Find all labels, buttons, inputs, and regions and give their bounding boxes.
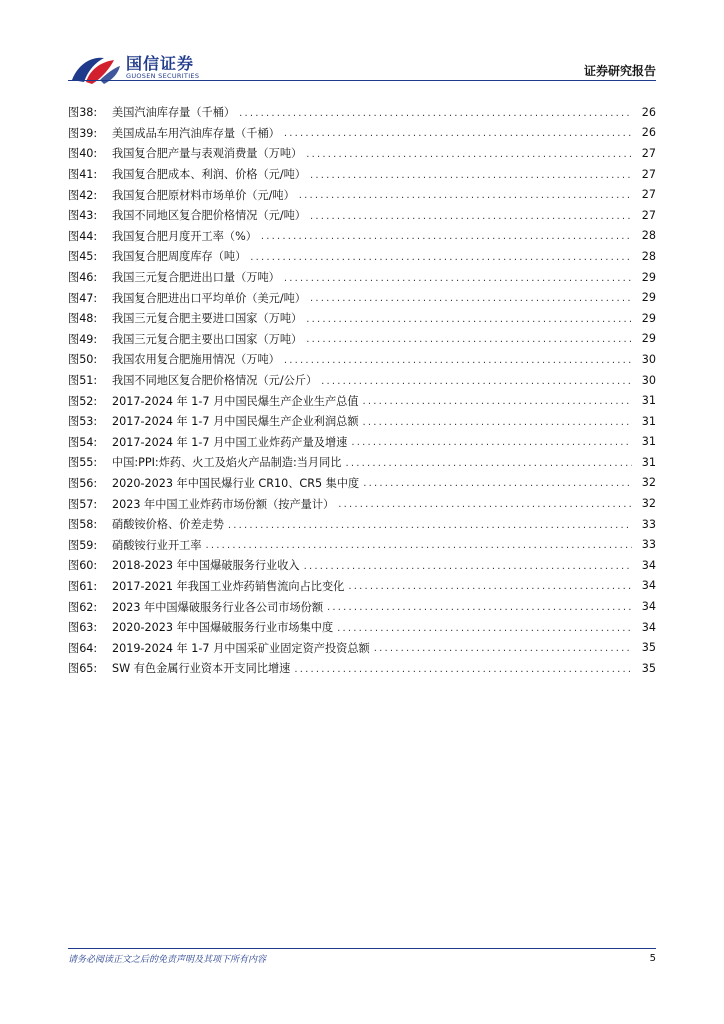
toc-dot-leader bbox=[310, 170, 632, 181]
toc-entry-page: 29 bbox=[641, 332, 656, 346]
toc-entry[interactable] bbox=[68, 308, 656, 329]
toc-entry-label: 图56: bbox=[68, 476, 98, 490]
toc-entry[interactable] bbox=[68, 184, 656, 205]
logo-english-name: GUOSEN SECURITIES bbox=[126, 72, 200, 80]
toc-entry[interactable] bbox=[68, 411, 656, 432]
toc-entry-title: 美国汽油库存量（千桶） bbox=[112, 106, 236, 120]
toc-entry[interactable] bbox=[68, 493, 656, 514]
toc-entry-title: 2017-2021 年我国工业炸药销售流向占比变化 bbox=[112, 579, 345, 593]
toc-entry-title: 我国三元复合肥主要出口国家（万吨） bbox=[112, 332, 303, 346]
toc-entry-label: 图48: bbox=[68, 312, 98, 326]
toc-entry-title: 我国不同地区复合肥价格情况（元/吨） bbox=[112, 209, 306, 223]
toc-entry-label: 图54: bbox=[68, 435, 98, 449]
toc-entry-page: 29 bbox=[641, 270, 656, 284]
toc-entry[interactable] bbox=[68, 329, 656, 350]
toc-entry-page: 31 bbox=[641, 394, 656, 408]
toc-entry-title: 我国复合肥成本、利润、价格（元/吨） bbox=[112, 168, 306, 182]
toc-dot-leader bbox=[284, 355, 632, 366]
toc-entry-label: 图62: bbox=[68, 600, 98, 614]
toc-entry-title: 我国复合肥进出口平均单价（美元/吨） bbox=[112, 291, 306, 305]
toc-entry[interactable] bbox=[68, 555, 656, 576]
toc-entry-title: 我国复合肥月度开工率（%） bbox=[112, 229, 257, 243]
toc-entry-page: 34 bbox=[641, 620, 656, 634]
toc-dot-leader bbox=[374, 643, 632, 654]
toc-entry-page: 27 bbox=[641, 188, 656, 202]
toc-entry-title: 2017-2024 年 1-7 月中国民爆生产企业生产总值 bbox=[112, 394, 359, 408]
toc-entry-title: 我国复合肥产量与表观消费量（万吨） bbox=[112, 147, 303, 161]
toc-entry-page: 35 bbox=[641, 661, 656, 675]
toc-entry-title: 我国复合肥周度库存（吨） bbox=[112, 250, 247, 264]
toc-entry[interactable] bbox=[68, 123, 656, 144]
toc-entry-page: 30 bbox=[641, 373, 656, 387]
toc-entry[interactable] bbox=[68, 370, 656, 391]
toc-dot-leader bbox=[206, 540, 632, 551]
toc-entry-title: 2023 年中国爆破服务行业各公司市场份额 bbox=[112, 600, 324, 614]
toc-entry-page: 30 bbox=[641, 352, 656, 366]
toc-dot-leader bbox=[294, 664, 632, 675]
toc-dot-leader bbox=[321, 376, 632, 387]
toc-dot-leader bbox=[284, 128, 632, 139]
toc-dot-leader bbox=[351, 437, 632, 448]
toc-dot-leader bbox=[310, 293, 632, 304]
toc-entry-title: 硝酸铵行业开工率 bbox=[112, 538, 202, 552]
toc-entry[interactable] bbox=[68, 576, 656, 597]
toc-entry[interactable] bbox=[68, 658, 656, 679]
toc-entry[interactable] bbox=[68, 390, 656, 411]
toc-entry-label: 图43: bbox=[68, 209, 98, 223]
toc-entry-label: 图50: bbox=[68, 353, 98, 367]
toc-dot-leader bbox=[345, 458, 632, 469]
logo-chinese-name: 国信证券 bbox=[126, 54, 195, 73]
toc-entry-title: 我国农用复合肥施用情况（万吨） bbox=[112, 353, 280, 367]
toc-entry-label: 图59: bbox=[68, 538, 98, 552]
toc-entry-page: 32 bbox=[641, 497, 656, 511]
toc-entry[interactable] bbox=[68, 226, 656, 247]
toc-entry-label: 图55: bbox=[68, 456, 98, 470]
toc-dot-leader bbox=[261, 231, 632, 242]
toc-entry-label: 图53: bbox=[68, 415, 98, 429]
toc-entry-page: 31 bbox=[641, 455, 656, 469]
toc-entry-page: 35 bbox=[641, 641, 656, 655]
toc-entry-page: 26 bbox=[641, 105, 656, 119]
toc-dot-leader bbox=[348, 581, 632, 592]
toc-entry-label: 图61: bbox=[68, 579, 98, 593]
toc-entry-page: 29 bbox=[641, 291, 656, 305]
toc-entry-label: 图47: bbox=[68, 291, 98, 305]
toc-entry[interactable] bbox=[68, 432, 656, 453]
toc-entry-label: 图65: bbox=[68, 662, 98, 676]
toc-entry[interactable] bbox=[68, 205, 656, 226]
footer-divider bbox=[68, 948, 656, 949]
toc-entry-title: 2020-2023 年中国民爆行业 CR10、CR5 集中度 bbox=[112, 476, 360, 490]
toc-entry-page: 27 bbox=[641, 146, 656, 160]
toc-entry[interactable] bbox=[68, 617, 656, 638]
toc-entry-title: 美国成品车用汽油库存量（千桶） bbox=[112, 126, 280, 140]
toc-entry-page: 31 bbox=[641, 435, 656, 449]
toc-entry-title: 2018-2023 年中国爆破服务行业收入 bbox=[112, 559, 300, 573]
toc-entry-title: 2023 年中国工业炸药市场份额（按产量计） bbox=[112, 497, 335, 511]
report-type-label: 证券研究报告 bbox=[583, 64, 656, 78]
toc-entry-page: 28 bbox=[641, 229, 656, 243]
toc-entry-label: 图49: bbox=[68, 332, 98, 346]
toc-entry-label: 图41: bbox=[68, 168, 98, 182]
toc-dot-leader bbox=[363, 478, 632, 489]
toc-entry[interactable] bbox=[68, 473, 656, 494]
toc-entry-label: 图51: bbox=[68, 374, 98, 388]
toc-entry[interactable] bbox=[68, 102, 656, 123]
toc-entry-label: 图38: bbox=[68, 106, 98, 120]
toc-entry[interactable] bbox=[68, 349, 656, 370]
toc-dot-leader bbox=[306, 314, 632, 325]
toc-entry-title: 2020-2023 年中国爆破服务行业市场集中度 bbox=[112, 621, 334, 635]
toc-dot-leader bbox=[363, 417, 632, 428]
toc-entry-page: 34 bbox=[641, 600, 656, 614]
toc-entry[interactable] bbox=[68, 143, 656, 164]
toc-entry-label: 图39: bbox=[68, 126, 98, 140]
toc-dot-leader bbox=[304, 561, 632, 572]
toc-entry-page: 27 bbox=[641, 208, 656, 222]
toc-entry-page: 33 bbox=[641, 517, 656, 531]
toc-entry[interactable] bbox=[68, 267, 656, 288]
toc-entry-label: 图40: bbox=[68, 147, 98, 161]
toc-entry[interactable] bbox=[68, 246, 656, 267]
toc-dot-leader bbox=[228, 520, 632, 531]
toc-entry-title: 我国三元复合肥主要进口国家（万吨） bbox=[112, 312, 303, 326]
toc-entry-page: 33 bbox=[641, 538, 656, 552]
toc-entry-title: 2017-2024 年 1-7 月中国民爆生产企业利润总额 bbox=[112, 415, 359, 429]
toc-entry-label: 图64: bbox=[68, 641, 98, 655]
toc-dot-leader bbox=[299, 190, 632, 201]
toc-entry-label: 图42: bbox=[68, 188, 98, 202]
toc-entry[interactable] bbox=[68, 637, 656, 658]
toc-entry-title: 中国:PPI:炸药、火工及焰火产品制造:当月同比 bbox=[112, 456, 342, 470]
toc-entry[interactable] bbox=[68, 452, 656, 473]
toc-entry-label: 图60: bbox=[68, 559, 98, 573]
page-number: 5 bbox=[649, 953, 656, 964]
toc-dot-leader bbox=[363, 396, 632, 407]
toc-entry-page: 34 bbox=[641, 558, 656, 572]
toc-entry-page: 28 bbox=[641, 249, 656, 263]
toc-dot-leader bbox=[239, 108, 632, 119]
toc-entry-label: 图63: bbox=[68, 621, 98, 635]
header-divider bbox=[68, 80, 656, 81]
toc-entry-label: 图52: bbox=[68, 394, 98, 408]
toc-entry-page: 34 bbox=[641, 579, 656, 593]
toc-entry-title: SW 有色金属行业资本开支同比增速 bbox=[112, 662, 291, 676]
toc-entry-title: 硝酸铵价格、价差走势 bbox=[112, 518, 224, 532]
toc-entry-label: 图58: bbox=[68, 518, 98, 532]
toc-entry-title: 2019-2024 年 1-7 月中国采矿业固定资产投资总额 bbox=[112, 641, 370, 655]
toc-entry[interactable] bbox=[68, 287, 656, 308]
toc-dot-leader bbox=[250, 252, 632, 263]
page-header bbox=[0, 0, 724, 90]
toc-entry-title: 我国不同地区复合肥价格情况（元/公斤） bbox=[112, 374, 318, 388]
toc-dot-leader bbox=[337, 623, 632, 634]
toc-entry[interactable] bbox=[68, 164, 656, 185]
toc-entry-page: 26 bbox=[641, 126, 656, 140]
toc-entry[interactable] bbox=[68, 596, 656, 617]
toc-dot-leader bbox=[327, 602, 632, 613]
footer-disclaimer: 请务必阅读正文之后的免责声明及其项下所有内容 bbox=[68, 955, 267, 965]
toc-entry[interactable] bbox=[68, 534, 656, 555]
figure-list bbox=[68, 102, 656, 679]
toc-dot-leader bbox=[306, 334, 632, 345]
toc-entry-label: 图44: bbox=[68, 229, 98, 243]
toc-entry-label: 图57: bbox=[68, 497, 98, 511]
toc-entry-page: 29 bbox=[641, 311, 656, 325]
toc-dot-leader bbox=[338, 499, 632, 510]
toc-dot-leader bbox=[284, 273, 632, 284]
toc-entry-label: 图46: bbox=[68, 271, 98, 285]
toc-dot-leader bbox=[310, 211, 632, 222]
toc-dot-leader bbox=[306, 149, 632, 160]
toc-entry-label: 图45: bbox=[68, 250, 98, 264]
toc-entry-page: 27 bbox=[641, 167, 656, 181]
toc-entry-page: 32 bbox=[641, 476, 656, 490]
toc-entry-title: 我国三元复合肥进出口量（万吨） bbox=[112, 271, 280, 285]
toc-entry-title: 2017-2024 年 1-7 月中国工业炸药产量及增速 bbox=[112, 435, 348, 449]
toc-entry[interactable] bbox=[68, 514, 656, 535]
toc-entry-page: 31 bbox=[641, 414, 656, 428]
toc-entry-title: 我国复合肥原材料市场单价（元/吨） bbox=[112, 188, 295, 202]
